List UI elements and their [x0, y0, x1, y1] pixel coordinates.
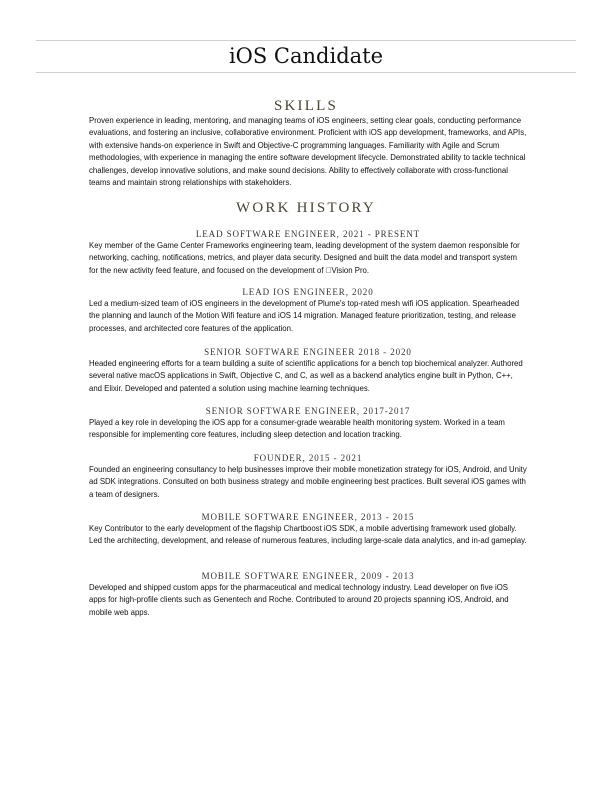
job-description: Developed and shipped custom apps for the pharmaceutical and medical technology industry. Lead developer on five iOS apps for high-profile clients such as Genentech and Roche. Contributed to around 20 projects spanning iOS, Android, and mobile web apps. — [89, 583, 509, 617]
job-title: LEAD IOS ENGINEER, 2020 — [242, 287, 374, 297]
job-entry — [89, 406, 527, 442]
job-description: Headed engineering efforts for a team building a suite of scientific applications for a bench top biochemical analyzer. Authored several native macOS applications in Swift, Objective C, and C, as well as a backend analytics engine built in Python, C++, and Elixir. Developed and patented a solution using machine learning techniques. — [89, 359, 523, 393]
job-title: MOBILE SOFTWARE ENGINEER, 2009 - 2013 — [201, 571, 415, 581]
job-title: SENIOR SOFTWARE ENGINEER 2018 - 2020 — [204, 347, 412, 357]
skills-heading: SKILLS — [273, 98, 339, 114]
job-entry — [89, 347, 527, 395]
job-title: FOUNDER, 2015 - 2021 — [253, 453, 363, 463]
skills-text: Proven experience in leading, mentoring, and managing teams of iOS engineers, setting clear goals, conducting performance evaluations, and fostering an inclusive, collaborative environment. Proficient with iOS app development, frameworks, and APIs, with extensive hands-on experience in Swift and Objective-C programming languages. Familiarity with Agile and Scrum methodologies, with experience in managing the entire software development lifecycle. Demonstrated ability to tackle technical challenges, develop innovative solutions, and make sound decisions. Ability to effectively collaborate with cross-functional teams and maintain strong relationships with stakeholders. — [89, 116, 527, 188]
candidate-name: iOS Candidate — [228, 44, 384, 68]
job-entry — [89, 453, 527, 501]
header-top-rule — [36, 40, 576, 41]
header-bottom-rule — [36, 72, 576, 73]
job-title: SENIOR SOFTWARE ENGINEER, 2017-2017 — [205, 406, 411, 416]
job-description: Played a key role in developing the iOS app for a consumer-grade wearable health monitoring system. Worked in a team responsible for implementing core features, including sleep detection and location tracking. — [89, 418, 505, 440]
job-entry — [89, 571, 527, 619]
job-description: Founded an engineering consultancy to help businesses improve their mobile monetization strategy for iOS, Android, and Unity ad SDK integrations. Consulted on both business strategy and mobile engineering best practices. Built several iOS games with a team of designers. — [89, 465, 527, 499]
job-title: LEAD SOFTWARE ENGINEER, 2021 - PRESENT — [195, 229, 421, 239]
job-description: Key member of the Game Center Frameworks engineering team, leading development of the system daemon responsible for networking, caching, notifications, metrics, and player data security. Designed and built the data model and transport system for the new activity feed feature, and focused on the development of Vision Pro. — [89, 241, 520, 275]
job-entry — [89, 287, 527, 335]
job-entry — [89, 512, 527, 548]
job-entry — [89, 229, 527, 277]
job-title: MOBILE SOFTWARE ENGINEER, 2013 - 2015 — [201, 512, 415, 522]
job-description: Led a medium-sized team of iOS engineers in the development of Plume's top-rated mesh wifi iOS application. Spearheaded the planning and launch of the Motion Wifi feature and iOS 14 migration. Managed feature prioritization, testing, and release processes, and architected core features of the application. — [89, 299, 520, 333]
job-description: Key Contributor to the early development of the flagship Chartboost iOS SDK, a mobile advertising framework used globally. Led the architecting, development, and release of numerous features, including large-scale data analytics, and in-ad gameplay. — [89, 524, 527, 546]
work-history-heading: WORK HISTORY — [236, 200, 376, 216]
